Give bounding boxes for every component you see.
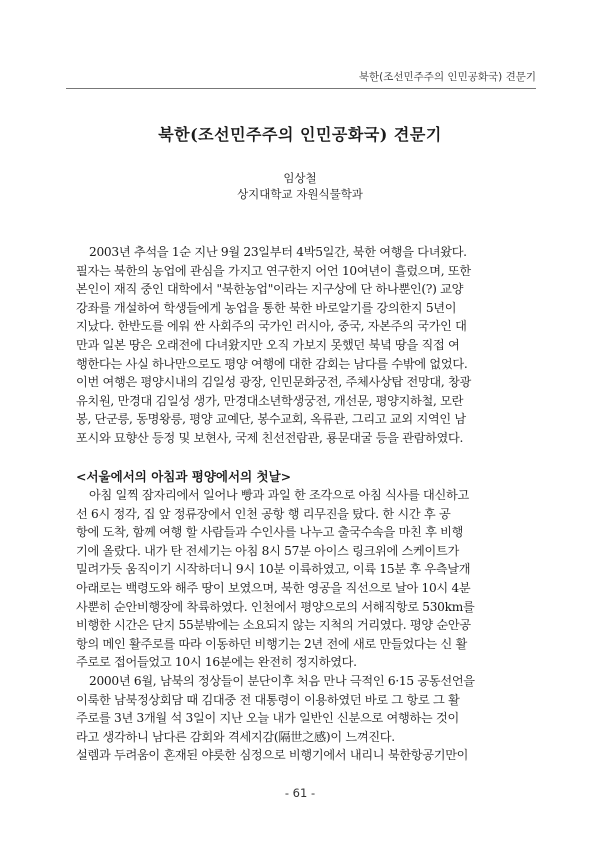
paragraph-first-day bbox=[76, 486, 528, 765]
paragraph-intro bbox=[76, 243, 528, 448]
text-line: 주로를 3년 3개월 석 3일이 지난 오늘 내가 일반인 신분으로 여행하는 것이 bbox=[76, 711, 459, 726]
page-number: - 61 - bbox=[284, 786, 316, 800]
article-title: 북한(조선민주주의 인민공화국) 견문기 bbox=[158, 125, 442, 144]
text-line: 사뿐히 순안비행장에 착륙하였다. 인천에서 평양으로의 서해직항로 530km를 bbox=[76, 599, 475, 614]
text-line: 항에 도착, 함께 여행 할 사람들과 수인사를 나누고 출국수속을 마친 후 비행 bbox=[76, 525, 464, 540]
text-line: 비행한 시간은 단지 55분밖에는 소요되지 않는 지척의 거리였다. 평양 순안공 bbox=[76, 618, 471, 633]
text-line: 2000년 6월, 남북의 정상들이 분단이후 처음 만나 극적인 6·15 공동선언을 bbox=[89, 673, 475, 688]
text-line: 항의 메인 활주로를 따라 이동하던 비행기는 2년 전에 새로 만들었다는 신 활 bbox=[76, 636, 467, 651]
text-line: 2003년 추석을 1순 지난 9월 23일부터 4박5일간, 북한 여행을 다녀왔다. bbox=[89, 245, 467, 259]
text-line: 만과 일본 땅은 오래전에 다녀왔지만 오직 가보지 못했던 북녘 땅을 직접 여 bbox=[76, 337, 460, 352]
text-line: 이번 여행은 평양시내의 김일성 광장, 인민문화궁전, 주체사상탑 전망대, 창광 bbox=[76, 375, 471, 390]
text-line: 아래로는 백령도와 해주 땅이 보였으며, 북한 영공을 직선으로 날아 10시 4분 bbox=[76, 580, 471, 595]
text-line: 봉, 단군릉, 동명왕릉, 평양 교예단, 봉수교회, 옥류관, 그리고 교외 지역인 남 bbox=[76, 412, 466, 427]
article-author: 임상철 bbox=[283, 171, 317, 185]
text-line: 이룩한 남북정상회담 때 김대중 전 대통령이 이용하였던 바로 그 항로 그 활 bbox=[76, 692, 460, 707]
text-line: 포시와 묘향산 등정 및 보현사, 국제 친선전람관, 룡문대굴 등을 관람하였다. bbox=[76, 430, 464, 445]
text-line: 주로로 접어들었고 10시 16분에는 완전히 정지하였다. bbox=[76, 655, 357, 670]
text-line: 유치원, 만경대 김일성 생가, 만경대소년학생궁전, 개선문, 평양지하철, 모란 bbox=[76, 393, 464, 408]
text-line: 행한다는 사실 하나만으로도 평양 여행에 대한 감회는 남다를 수밖에 없었다. bbox=[76, 356, 468, 371]
text-line: 필자는 북한의 농업에 관심을 가지고 연구한지 어언 10여년이 흘렀으며, 또한 bbox=[76, 263, 471, 278]
section-heading: <서울에서의 아침과 평양에서의 첫날> bbox=[76, 469, 292, 484]
author-affiliation: 상지대학교 자원식물학과 bbox=[237, 187, 363, 201]
header-rule bbox=[66, 88, 536, 89]
text-line: 기에 올랐다. 내가 탄 전세기는 아침 8시 57분 아이스 링크위에 스케이트가 bbox=[76, 543, 459, 558]
text-line: 선 6시 정각, 집 앞 정류장에서 인천 공항 행 리무진을 탔다. 한 시간 후 공 bbox=[76, 506, 451, 521]
text-line: 설렘과 두려움이 혼재된 야릇한 심정으로 비행기에서 내리니 북한항공기만이 bbox=[76, 748, 469, 763]
text-line: 라고 생각하니 남다른 감회와 격세지감(隔世之感)이 느껴진다. bbox=[76, 729, 395, 744]
text-line: 강좌를 개설하여 학생들에게 농업을 통한 북한 바로알기를 강의한지 5년이 bbox=[76, 300, 457, 315]
text-line: 밀려가듯 움직이기 시작하더니 9시 10분 이륙하였고, 이륙 15분 후 우측날개 bbox=[76, 562, 471, 577]
text-line: 본인이 재직 중인 대학에서 "북한농업"이라는 지구상에 단 하나뿐인(?) 교양 bbox=[76, 282, 464, 297]
text-line: 지났다. 한반도를 에워 싼 사회주의 국가인 러시아, 중국, 자본주의 국가인 대 bbox=[76, 319, 467, 334]
text-line: 아침 일찍 잠자리에서 일어나 빵과 과일 한 조각으로 아침 식사를 대신하고 bbox=[89, 488, 469, 502]
running-header: 북한(조선민주주의 인민공화국) 견문기 bbox=[358, 71, 536, 83]
